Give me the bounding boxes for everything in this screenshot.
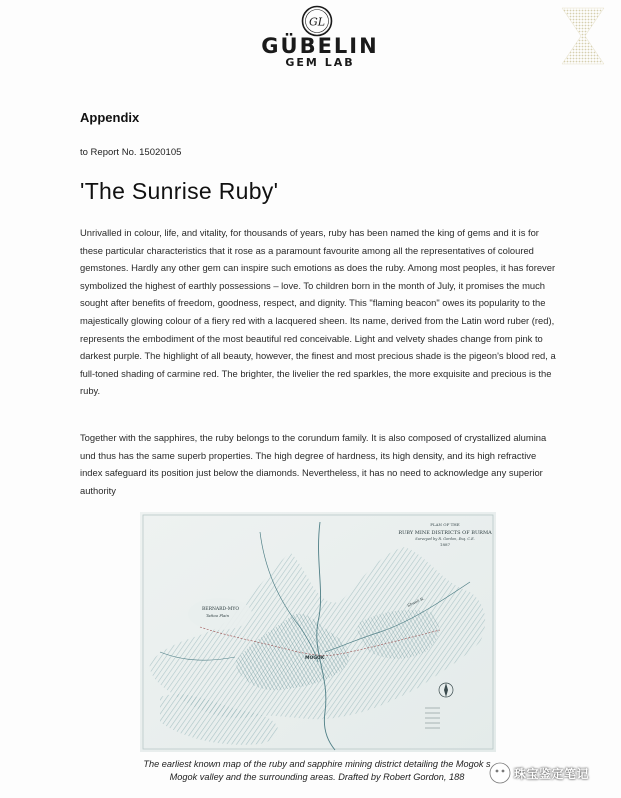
map-label-town: MOGOK [305,656,325,661]
seal-letters: GL [308,15,326,29]
ruby-mine-map [140,512,496,752]
report-number: to Report No. 15020105 [80,147,182,158]
wechat-icon [490,763,510,783]
map-title-line1: PLAN OF THE [430,522,460,527]
brand-name: GÜBELIN [261,34,379,58]
header-logo [0,0,621,80]
paragraph-1: Unrivalled in colour, life, and vitality, for thousands of years, ruby has been named the king of gems and it is for these particular characteristics that it rose as a paramount favourite among all the representatives of coloured gemstones. Hardly any other gem can inspire such emotions as does the ruby. Among most peoples, it has forever symbolized the highest of earthly possessions – love. To children born in the month of July, it promises the much sought after benefits of freedom, goodness, respect, and dignity. This "flaming beacon" owes its popularity to the majestically glowing colour of a fiery red with a lacquered sheen. Its name, derived from the Latin word ruber (red), represents the embodiment of the most beautiful red conceivable. Light and velvety shades change from pink to darkest purple. The highlight of all beauty, however, the finest and most precious shade is the pigeon's blood red, a full-toned shading of carmine red. The brighter, the livelier the red sparkles, the more exquisite and precious is the ruby. [80,227,556,397]
map-label-plain2: Tattoo Plain [206,613,230,618]
map-caption [82,758,552,783]
map-title-line2: RUBY MINE DISTRICTS OF BURMA [398,530,492,536]
caption-line2: Mogok valley and the surrounding areas. Drafted by Robert Gordon, 188 [169,771,465,782]
document-title: 'The Sunrise Ruby' [80,178,279,204]
appendix-heading: Appendix [80,110,140,125]
map-label-plain: BERNARD-MYO [202,607,240,612]
paragraph-2: Together with the sapphires, the ruby belongs to the corundum family. It is also composed of crystallized alumina und thus has the same superb properties. The high degree of hardness, its high density, and its high refractive index safeguard its position just below the diamonds. Nevertheless, it has no need to acknowledge any superior authority [80,432,547,496]
gubelin-seal-icon [301,5,333,37]
caption-line1: The earliest known map of the ruby and sapphire mining district detailing the Mogok s [143,759,491,769]
hourglass-pattern-icon [560,6,606,66]
map-title-line4: 1887 [439,542,451,547]
watermark-text: 珠宝鉴定笔记 [514,767,590,781]
map-label-river: Shweli R. [406,595,425,608]
brand-subtitle: GEM LAB [285,56,355,69]
map-title-line3: Surveyed by R. Gordon, Esq. C.E. [415,537,475,541]
